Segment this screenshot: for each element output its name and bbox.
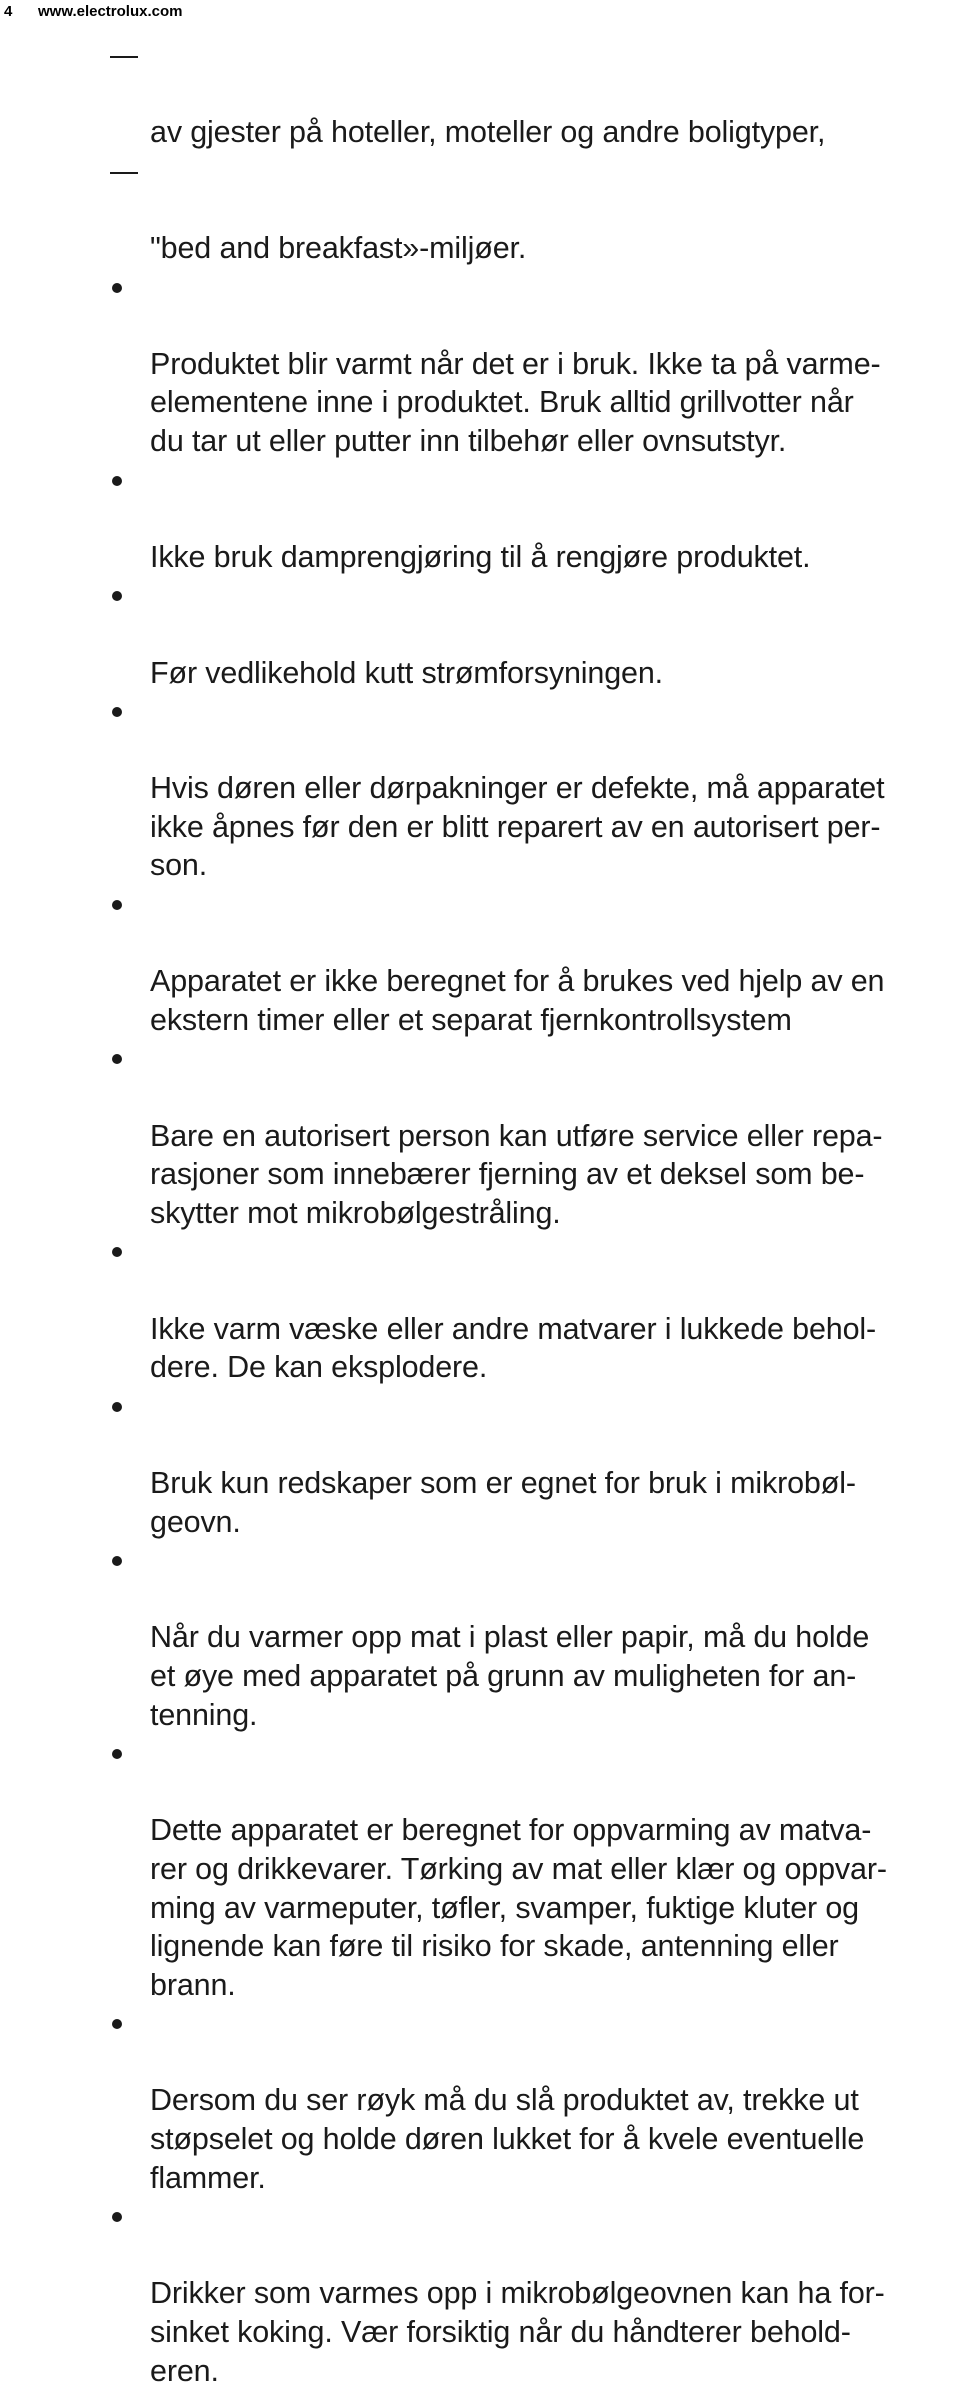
bullet-item-text: Produktet blir varmt når det er i bruk. Ikke ta på varme- elementene inne i produktet. Bruk alltid grillvotter når du tar ut eller putter inn tilbehør eller ovnsutstyr. — [150, 346, 881, 458]
bullet-marker — [110, 2197, 140, 2236]
bullet-list-item — [110, 576, 960, 692]
bullet-item-text: Før vedlikehold kutt strømforsyningen. — [150, 655, 663, 690]
bullet-marker — [110, 461, 140, 500]
bullet-list-item — [110, 268, 960, 461]
dash-list-item — [110, 36, 960, 152]
dash-marker — [110, 152, 140, 191]
bullet-marker — [110, 268, 140, 307]
bullet-marker — [110, 1541, 140, 1580]
page-header — [0, 0, 183, 22]
bullet-item-text: Bruk kun redskaper som er egnet for bruk i mikrobøl- geovn. — [150, 1465, 856, 1539]
bullet-marker — [110, 692, 140, 731]
bullet-item-text: Ikke varm væske eller andre matvarer i lukkede behol- dere. De kan eksplodere. — [150, 1311, 877, 1385]
bullet-list-item — [110, 1232, 960, 1386]
bullet-item-text: Apparatet er ikke beregnet for å brukes ved hjelp av en ekstern timer eller et separat fjernkontrollsystem — [150, 964, 885, 1037]
bullet-item-text: Hvis døren eller dørpakninger er defekte, må apparatet ikke åpnes før den er blitt reparert av en autorisert per- son. — [150, 771, 885, 883]
bullet-list-item — [110, 2004, 960, 2197]
bullet-list-item — [110, 1387, 960, 1541]
bullet-marker — [110, 1734, 140, 1773]
bullet-item-text: Drikker som varmes opp i mikrobølgeovnen kan ha for- sinket koking. Vær forsiktig når du håndterer behold- eren. — [150, 2276, 885, 2388]
bullet-item-text: Dette apparatet er beregnet for oppvarming av matva- rer og drikkevarer. Tørking av mat eller klær og oppvar- ming av varmeputer, tøfler, svamper, fuktige kluter og lignende kan føre til risiko for skade, antenning eller brann. — [150, 1813, 887, 2002]
safety-instructions — [110, 36, 960, 2390]
bullet-list-item — [110, 1039, 960, 1232]
dash-item-text: "bed and breakfast»-miljøer. — [150, 230, 527, 265]
bullet-list — [110, 268, 960, 2390]
site-url[interactable]: www.electrolux.com — [38, 2, 183, 20]
bullet-list-item — [110, 2197, 960, 2390]
bullet-marker — [110, 1039, 140, 1078]
bullet-marker — [110, 1232, 140, 1271]
dash-list — [110, 36, 960, 268]
bullet-item-text: Når du varmer opp mat i plast eller papir, må du holde et øye med apparatet på grunn av muligheten for an- tenning. — [150, 1620, 870, 1732]
bullet-item-text: Bare en autorisert person kan utføre service eller repa- rasjoner som innebærer fjerning av et deksel som be- skytter mot mikrobølgestråling. — [150, 1118, 883, 1230]
dash-list-item — [110, 152, 960, 268]
bullet-list-item — [110, 885, 960, 1039]
bullet-list-item — [110, 1541, 960, 1734]
bullet-marker — [110, 1387, 140, 1426]
bullet-list-item — [110, 461, 960, 577]
bullet-marker — [110, 576, 140, 615]
dash-item-text: av gjester på hoteller, moteller og andre boligtyper, — [150, 115, 826, 150]
dash-marker — [110, 36, 140, 75]
bullet-list-item — [110, 692, 960, 885]
bullet-marker — [110, 885, 140, 924]
page-number: 4 — [4, 2, 13, 20]
bullet-item-text: Dersom du ser røyk må du slå produktet av, trekke ut støpselet og holde døren lukket for å kvele eventuelle flammer. — [150, 2083, 865, 2195]
bullet-marker — [110, 2004, 140, 2043]
bullet-item-text: Ikke bruk damprengjøring til å rengjøre produktet. — [150, 539, 811, 574]
bullet-list-item — [110, 1734, 960, 2004]
